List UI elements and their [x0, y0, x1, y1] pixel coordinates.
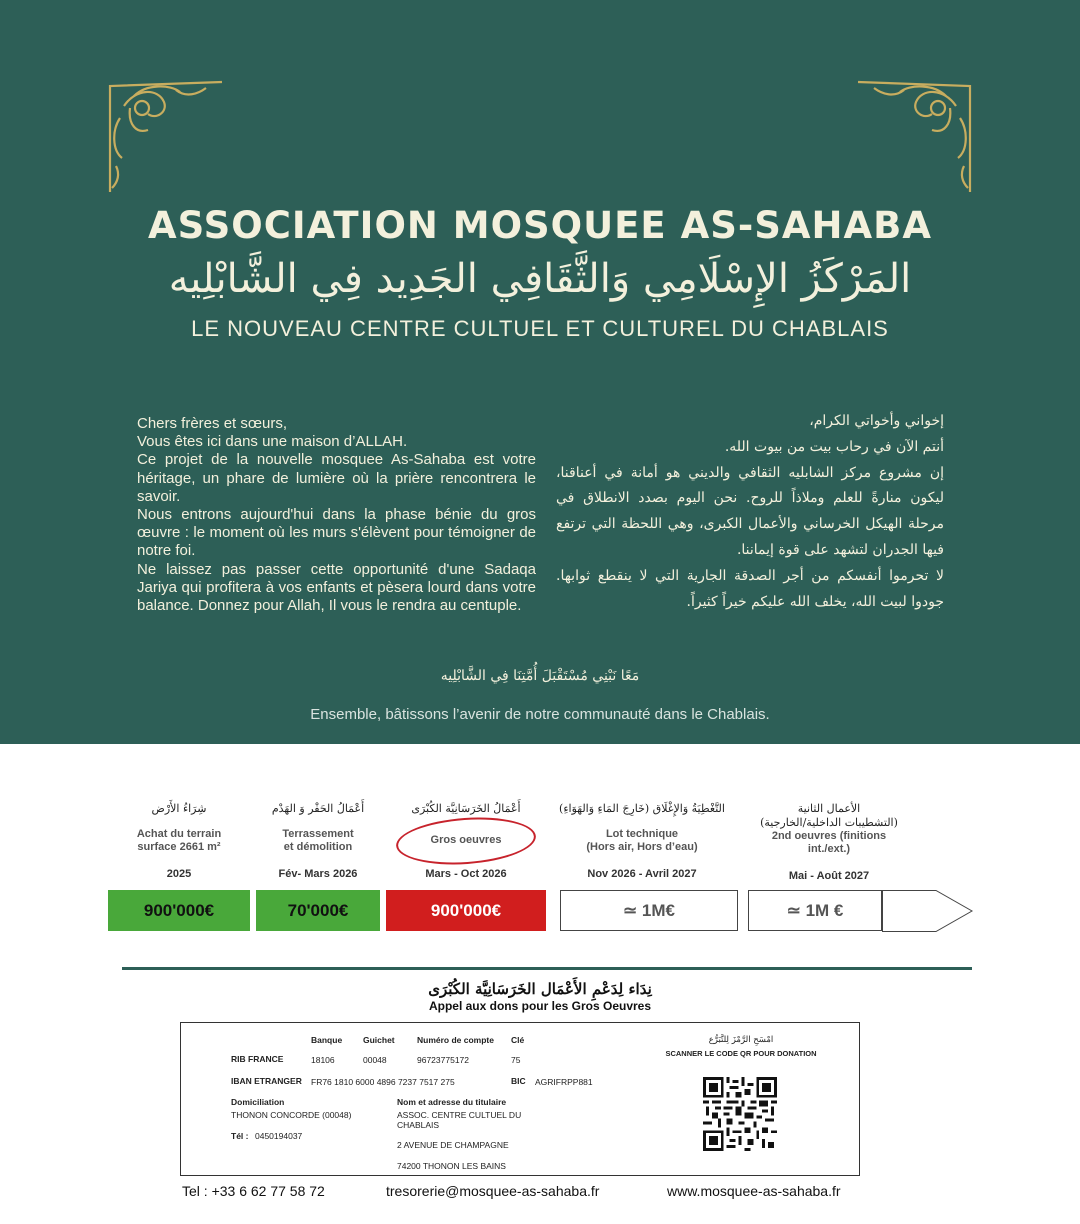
iban-label: IBAN ETRANGER: [231, 1076, 302, 1086]
phase-label: et démolition: [283, 841, 353, 853]
phase-1: [108, 802, 250, 880]
phase-arabic-label: أَعْمَالُ الخَرَسَانِيَّة الكُبْرَى: [411, 802, 521, 815]
scan-arabic: امْسَحِ الرَّمْزَ لِلتَّبَرُّع: [708, 1035, 774, 1045]
rib-key: 75: [511, 1055, 521, 1065]
phase-4: [552, 802, 732, 880]
phase-2: [256, 802, 380, 880]
phase-date: Mai - Août 2027: [788, 870, 870, 882]
phase-label: surface 2661 m²: [137, 841, 221, 853]
tel-value: 0450194037: [255, 1131, 303, 1141]
bic-value: AGRIFRPP881: [535, 1077, 593, 1087]
phase-arabic-label: أَعْمَالُ الحَفْر وَ الهَدْم: [271, 802, 365, 815]
phase-label: Gros oeuvres: [430, 834, 502, 846]
holder-address: 2 AVENUE DE CHAMPAGNE: [397, 1140, 509, 1150]
column-header: Clé: [511, 1035, 525, 1045]
bic-label: BIC: [511, 1076, 526, 1086]
corner-ornament-icon: [106, 78, 224, 196]
bank-details-box: [180, 1022, 860, 1176]
phase-date: Nov 2026 - Avril 2027: [587, 868, 697, 880]
arabic-paragraph: أنتم الآن في رحاب بيت من بيوت الله.: [724, 438, 944, 455]
page-subtitle: LE NOUVEAU CENTRE CULTUEL ET CULTUREL DU CHABLAIS: [191, 316, 889, 341]
phase-amount: 900'000€: [386, 890, 546, 931]
french-paragraph: Nous entrons aujourd'hui dans la phase bénie du gros œuvre : le moment où les murs s'élèvent pour témoigner de notre foi.: [137, 506, 536, 560]
phase-label: Terrassement: [282, 828, 354, 840]
divider: [122, 967, 972, 970]
phase-label: int./ext.): [807, 843, 851, 855]
phase-label: Achat du terrain: [136, 828, 222, 840]
corner-ornament-icon: [856, 78, 974, 196]
donation-call-arabic: نِدَاء لِدَعْمِ الأَعْمَال الخَرَسَانِيَّة الكُبْرَى: [428, 980, 652, 998]
footer-phone[interactable]: Tel : +33 6 62 77 58 72: [182, 1183, 325, 1199]
iban-value: FR76 1810 6000 4896 7237 7517 275: [311, 1077, 455, 1087]
arabic-motto: مَعًا نَبْنِي مُسْتَقْبَلَ أُمَّتِنَا فِي الشَّابْلِيه: [440, 668, 640, 684]
french-paragraph: Chers frères et sœurs,: [137, 415, 288, 432]
branch-code: 00048: [363, 1055, 387, 1065]
phase-label: Lot technique: [605, 828, 679, 840]
phase-amount: 900'000€: [108, 890, 250, 931]
account-number: 96723775172: [417, 1055, 470, 1065]
donation-call-title: Appel aux dons pour les Gros Oeuvres: [428, 999, 652, 1013]
footer-website[interactable]: www.mosquee-as-sahaba.fr: [667, 1183, 841, 1199]
phase-date: Fév- Mars 2026: [278, 868, 358, 880]
french-paragraph: Ne laissez pas passer cette opportunité d'une Sadaqa Jariya qui profitera à vos enfants et pèsera lourd dans votre balance. Donnez pour Allah, Il vous le rendra au centuple.: [137, 560, 536, 615]
arabic-paragraph: لا تحرموا أنفسكم من أجر الصدقة الجارية التي لا ينقطع ثوابها. جودوا لبيت الله، يخلف الله عليكم خيراً كثيراً.: [556, 567, 944, 610]
column-header: Guichet: [363, 1035, 395, 1045]
column-header: Banque: [311, 1035, 343, 1045]
domiciliation-label: Domiciliation: [231, 1097, 285, 1107]
phase-arabic-label: الأعمال الثانية: [797, 802, 861, 815]
arabic-message: [556, 409, 944, 615]
rib-label: RIB FRANCE: [231, 1054, 284, 1064]
phase-arabic-label: التَّغْطِيَةُ وَالإِغْلَاق (خَارِجَ المَاءِ وَالهَوَاءِ): [559, 802, 725, 815]
phase-amount: 70'000€: [256, 890, 380, 931]
page-title: ASSOCIATION MOSQUEE AS-SAHABA: [148, 204, 932, 247]
footer-email[interactable]: tresorerie@mosquee-as-sahaba.fr: [386, 1183, 600, 1199]
qr-code-icon[interactable]: [703, 1077, 777, 1151]
french-message: [137, 415, 536, 615]
bank-code: 18106: [311, 1055, 335, 1065]
tel-label: Tél :: [231, 1131, 249, 1141]
holder-name: ASSOC. CENTRE CULTUEL DU: [397, 1110, 522, 1120]
french-paragraph: Vous êtes ici dans une maison d’ALLAH.: [137, 433, 408, 451]
column-header: Numéro de compte: [417, 1035, 494, 1045]
arabic-title: المَرْكَزُ الإِسْلَامِي وَالثَّقَافِي الجَدِيد فِي الشَّابْلِيه: [168, 256, 912, 302]
phase-amount: ≃ 1M€: [560, 890, 738, 931]
holder-name: CHABLAIS: [397, 1120, 440, 1130]
phase-date: 2025: [166, 868, 192, 880]
domiciliation-value: THONON CONCORDE (00048): [231, 1110, 352, 1120]
phase-5: [744, 802, 914, 882]
holder-label: Nom et adresse du titulaire: [397, 1097, 507, 1107]
phase-arabic-label: (التشطيبات الداخلية/الخارجية): [760, 816, 898, 829]
phase-label: 2nd oeuvres (finitions: [771, 830, 887, 842]
phase-arabic-label: شِرَاءُ الأَرْض: [151, 802, 207, 815]
arabic-paragraph: إن مشروع مركز الشابليه الثقافي والديني هو أمانة في أعناقنا، ليكون منارةً للعلم وملاذاً للروح. نحن اليوم بصدد الانطلاق في مرحلة الهيكل الخرساني والأعمال الكبرى، وهي اللحظة التي ترتفع فيها الجدران لتشهد على قوة إيماننا.: [556, 464, 944, 558]
phase-amount: ≃ 1M €: [748, 890, 882, 931]
phase-date: Mars - Oct 2026: [425, 868, 507, 880]
french-paragraph: Ce projet de la nouvelle mosquee As-Sahaba est votre héritage, un phare de lumière où la prière rencontrera le savoir.: [137, 451, 536, 505]
french-motto: Ensemble, bâtissons l’avenir de notre communauté dans le Chablais.: [310, 706, 770, 723]
holder-address: 74200 THONON LES BAINS: [397, 1161, 506, 1171]
arrow-icon: [882, 890, 974, 932]
scan-instruction: SCANNER LE CODE QR POUR DONATION: [665, 1049, 817, 1058]
phase-label: (Hors air, Hors d’eau): [586, 841, 698, 853]
arabic-paragraph: إخواني وأخواتي الكرام،: [809, 413, 944, 429]
